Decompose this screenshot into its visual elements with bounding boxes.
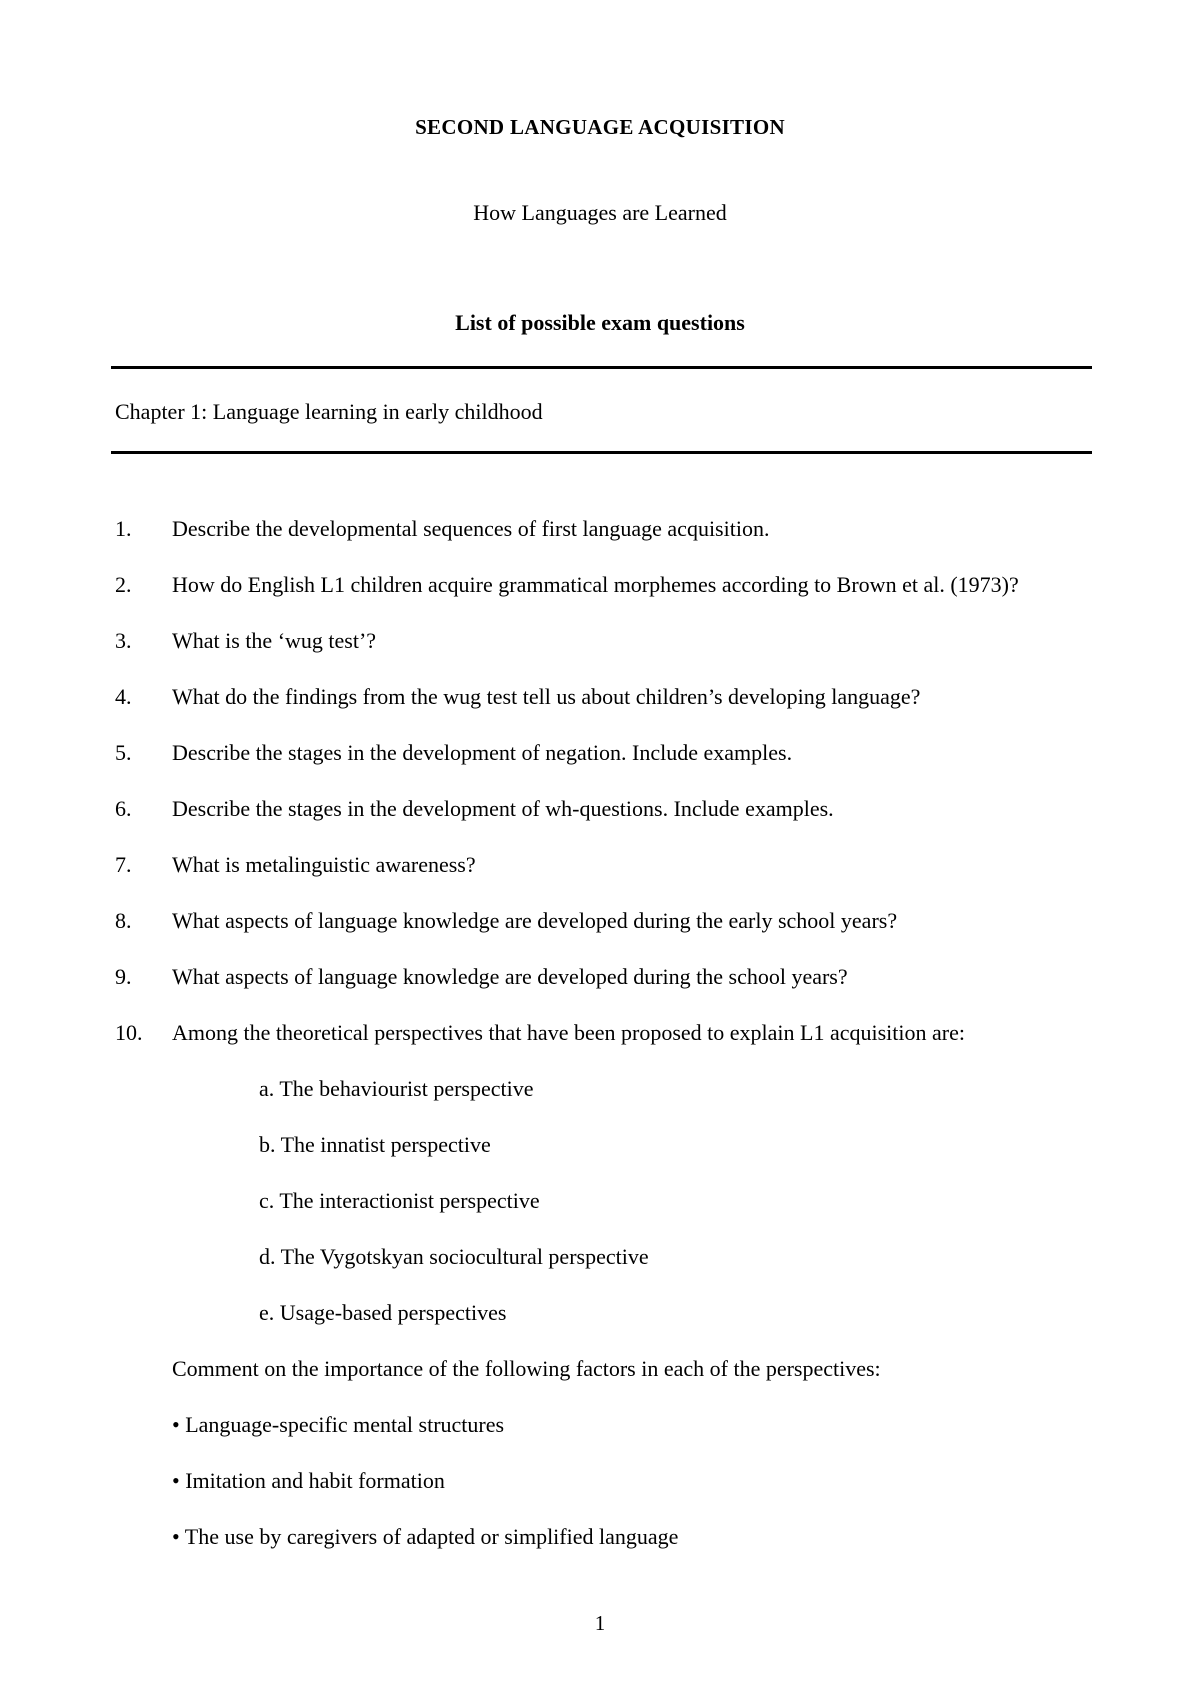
question-number: 5. — [115, 740, 132, 765]
question-number: 1. — [115, 516, 132, 541]
question-number: 7. — [115, 852, 132, 877]
factor-bullet-item: • The use by caregivers of adapted or simplified language — [172, 1524, 679, 1549]
question-text: What aspects of language knowledge are developed during the early school years? — [172, 908, 898, 933]
divider-bottom — [111, 451, 1092, 454]
question-text: What is the ‘wug test’? — [172, 628, 377, 653]
question-text: Among the theoretical perspectives that have been proposed to explain L1 acquisition are: — [172, 1020, 965, 1045]
factor-bullet-item: • Language-specific mental structures — [172, 1412, 505, 1437]
perspective-item: a. The behaviourist perspective — [259, 1076, 534, 1101]
question-text: How do English L1 children acquire grammatical morphemes according to Brown et al. (1973)? — [172, 572, 1019, 597]
divider-top — [111, 366, 1092, 369]
question-text: Describe the stages in the development of negation. Include examples. — [172, 740, 793, 765]
document-subtitle: How Languages are Learned — [473, 200, 727, 225]
factor-bullet-item: • Imitation and habit formation — [172, 1468, 445, 1493]
question-number: 9. — [115, 964, 132, 989]
question-number: 2. — [115, 572, 132, 597]
question-number: 4. — [115, 684, 132, 709]
question-text: Describe the stages in the development of wh-questions. Include examples. — [172, 796, 834, 821]
page-number: 1 — [594, 1611, 606, 1635]
document-title: SECOND LANGUAGE ACQUISITION — [415, 115, 785, 139]
question-text: Describe the developmental sequences of first language acquisition. — [172, 516, 770, 541]
chapter-heading: Chapter 1: Language learning in early childhood — [115, 399, 543, 424]
question-number: 6. — [115, 796, 132, 821]
question-number: 8. — [115, 908, 132, 933]
perspective-item: e. Usage-based perspectives — [259, 1300, 507, 1325]
list-heading: List of possible exam questions — [455, 310, 745, 335]
question-text: What aspects of language knowledge are developed during the school years? — [172, 964, 848, 989]
question-number: 10. — [115, 1020, 143, 1045]
comment-prompt: Comment on the importance of the following factors in each of the perspectives: — [172, 1356, 881, 1381]
perspective-item: b. The innatist perspective — [259, 1132, 491, 1157]
question-text: What is metalinguistic awareness? — [172, 852, 476, 877]
question-number: 3. — [115, 628, 132, 653]
perspective-item: c. The interactionist perspective — [259, 1188, 540, 1213]
question-text: What do the findings from the wug test tell us about children’s developing language? — [172, 684, 921, 709]
perspective-item: d. The Vygotskyan sociocultural perspective — [259, 1244, 649, 1269]
